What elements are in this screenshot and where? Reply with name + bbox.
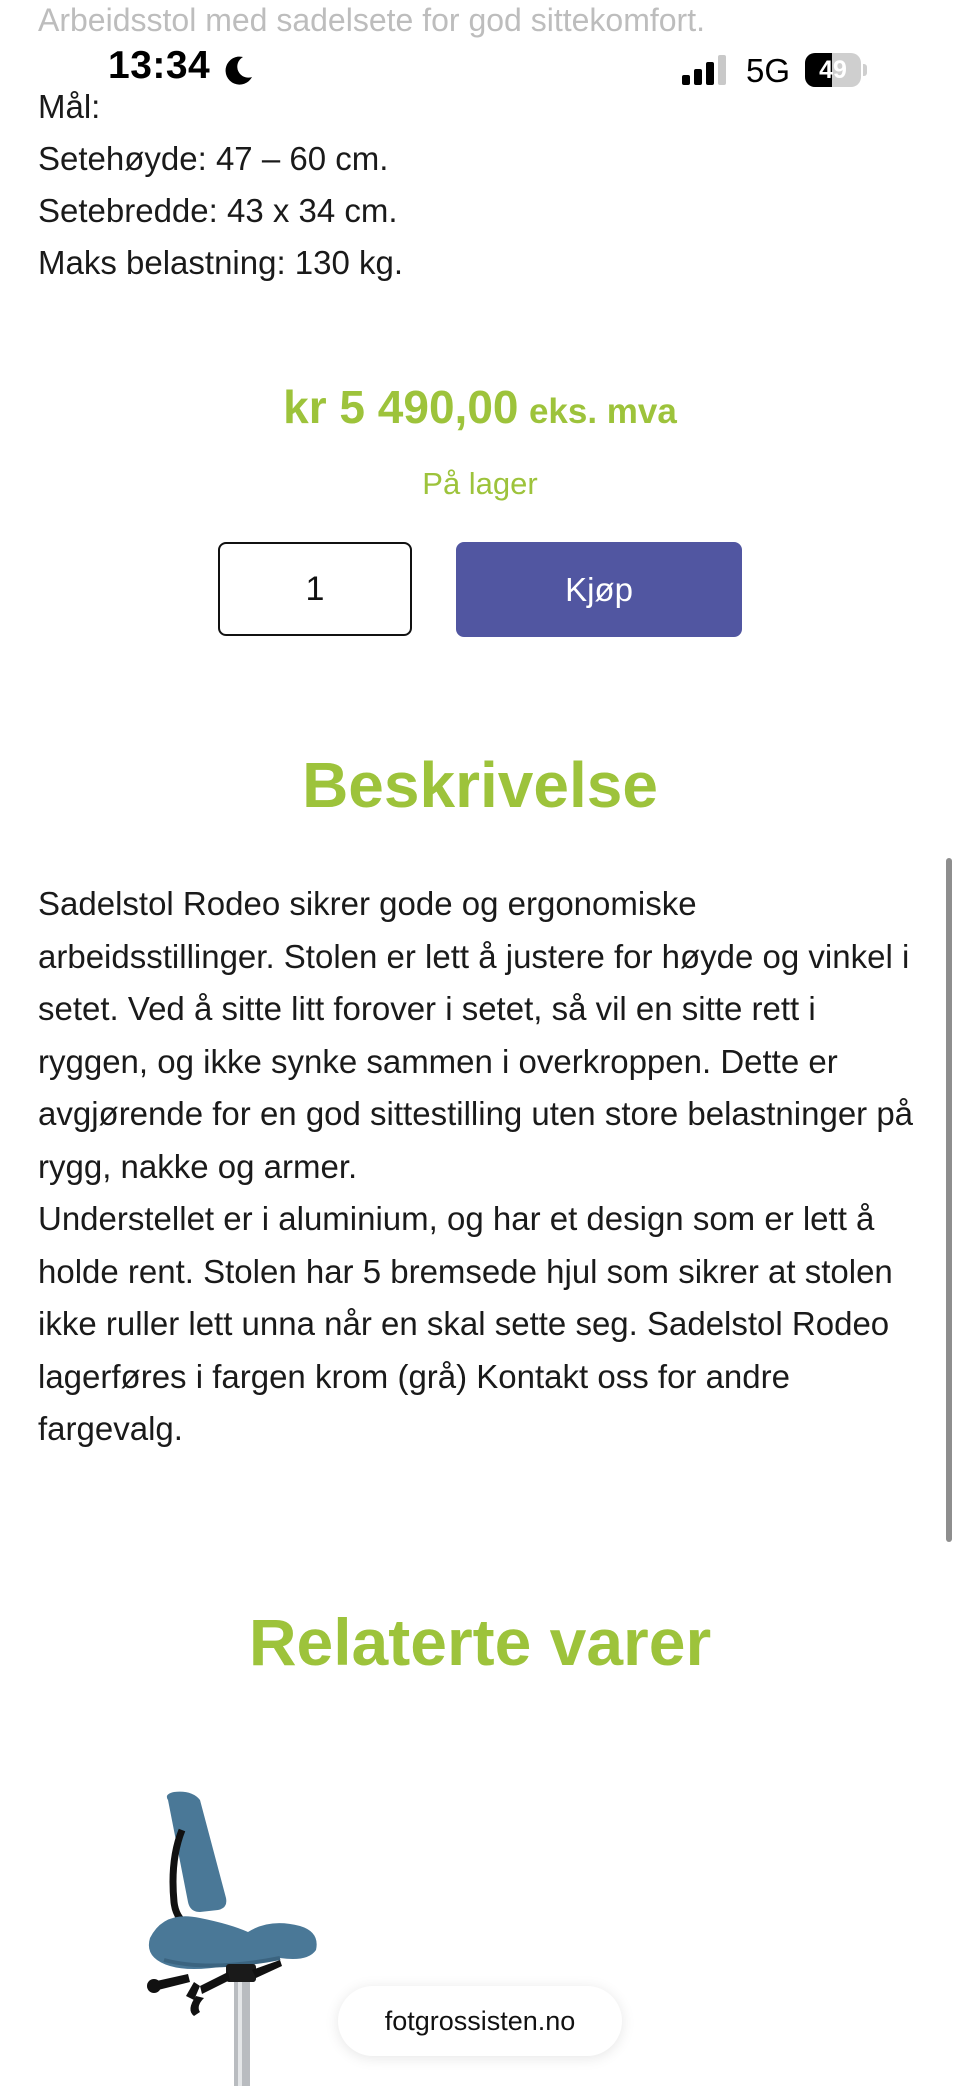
price-vat-note: eks. mva [528, 392, 677, 431]
battery-percentage: 49 [819, 56, 847, 84]
description-paragraph: Sadelstol Rodeo sikrer gode og ergonomiske arbeidsstillinger. Stolen er lett å justere for høyde og vinkel i setet. Ved å sitte litt forover i setet, så vil en sitte rett i ryggen, og ikke synke sammen i overkroppen. Dette er avgjørende for en god sittestilling uten store belastninger på rygg, nakke og armer. [38, 885, 914, 1185]
product-price [0, 380, 960, 434]
cellular-signal-icon [682, 55, 730, 85]
stock-status: På lager [422, 466, 538, 501]
intro-text: Arbeidsstol med sadelsete for god sittekomfort. [38, 2, 705, 38]
spec-max-load: Maks belastning: 130 kg. [38, 244, 404, 281]
description-text [38, 878, 928, 1456]
scrollbar[interactable] [946, 858, 952, 1542]
battery-icon [805, 53, 869, 87]
specs-heading: Mål: [38, 88, 101, 125]
browser-url-pill[interactable]: fotgrossisten.no [338, 1986, 622, 2056]
related-product-image[interactable] [130, 1790, 330, 2086]
related-heading: Relaterte varer [248, 1605, 712, 1679]
price-amount: kr 5 490,00 [283, 381, 519, 433]
spec-seat-height: Setehøyde: 47 – 60 cm. [38, 140, 389, 177]
moon-icon [221, 54, 255, 88]
quantity-input[interactable] [218, 542, 412, 636]
description-heading: Beskrivelse [302, 749, 658, 821]
network-type: 5G [746, 52, 791, 89]
status-time: 13:34 [108, 44, 211, 87]
buy-button[interactable]: Kjøp [456, 542, 742, 637]
spec-seat-width: Setebredde: 43 x 34 cm. [38, 192, 398, 229]
description-paragraph: Understellet er i aluminium, og har et design som er lett å holde rent. Stolen har 5 bremsede hjul som sikrer at stolen ikke ruller lett unna når en skal sette seg. Sadelstol Rodeo lagerføres i fargen krom (grå) Kontakt oss for andre fargevalg. [38, 1200, 893, 1447]
